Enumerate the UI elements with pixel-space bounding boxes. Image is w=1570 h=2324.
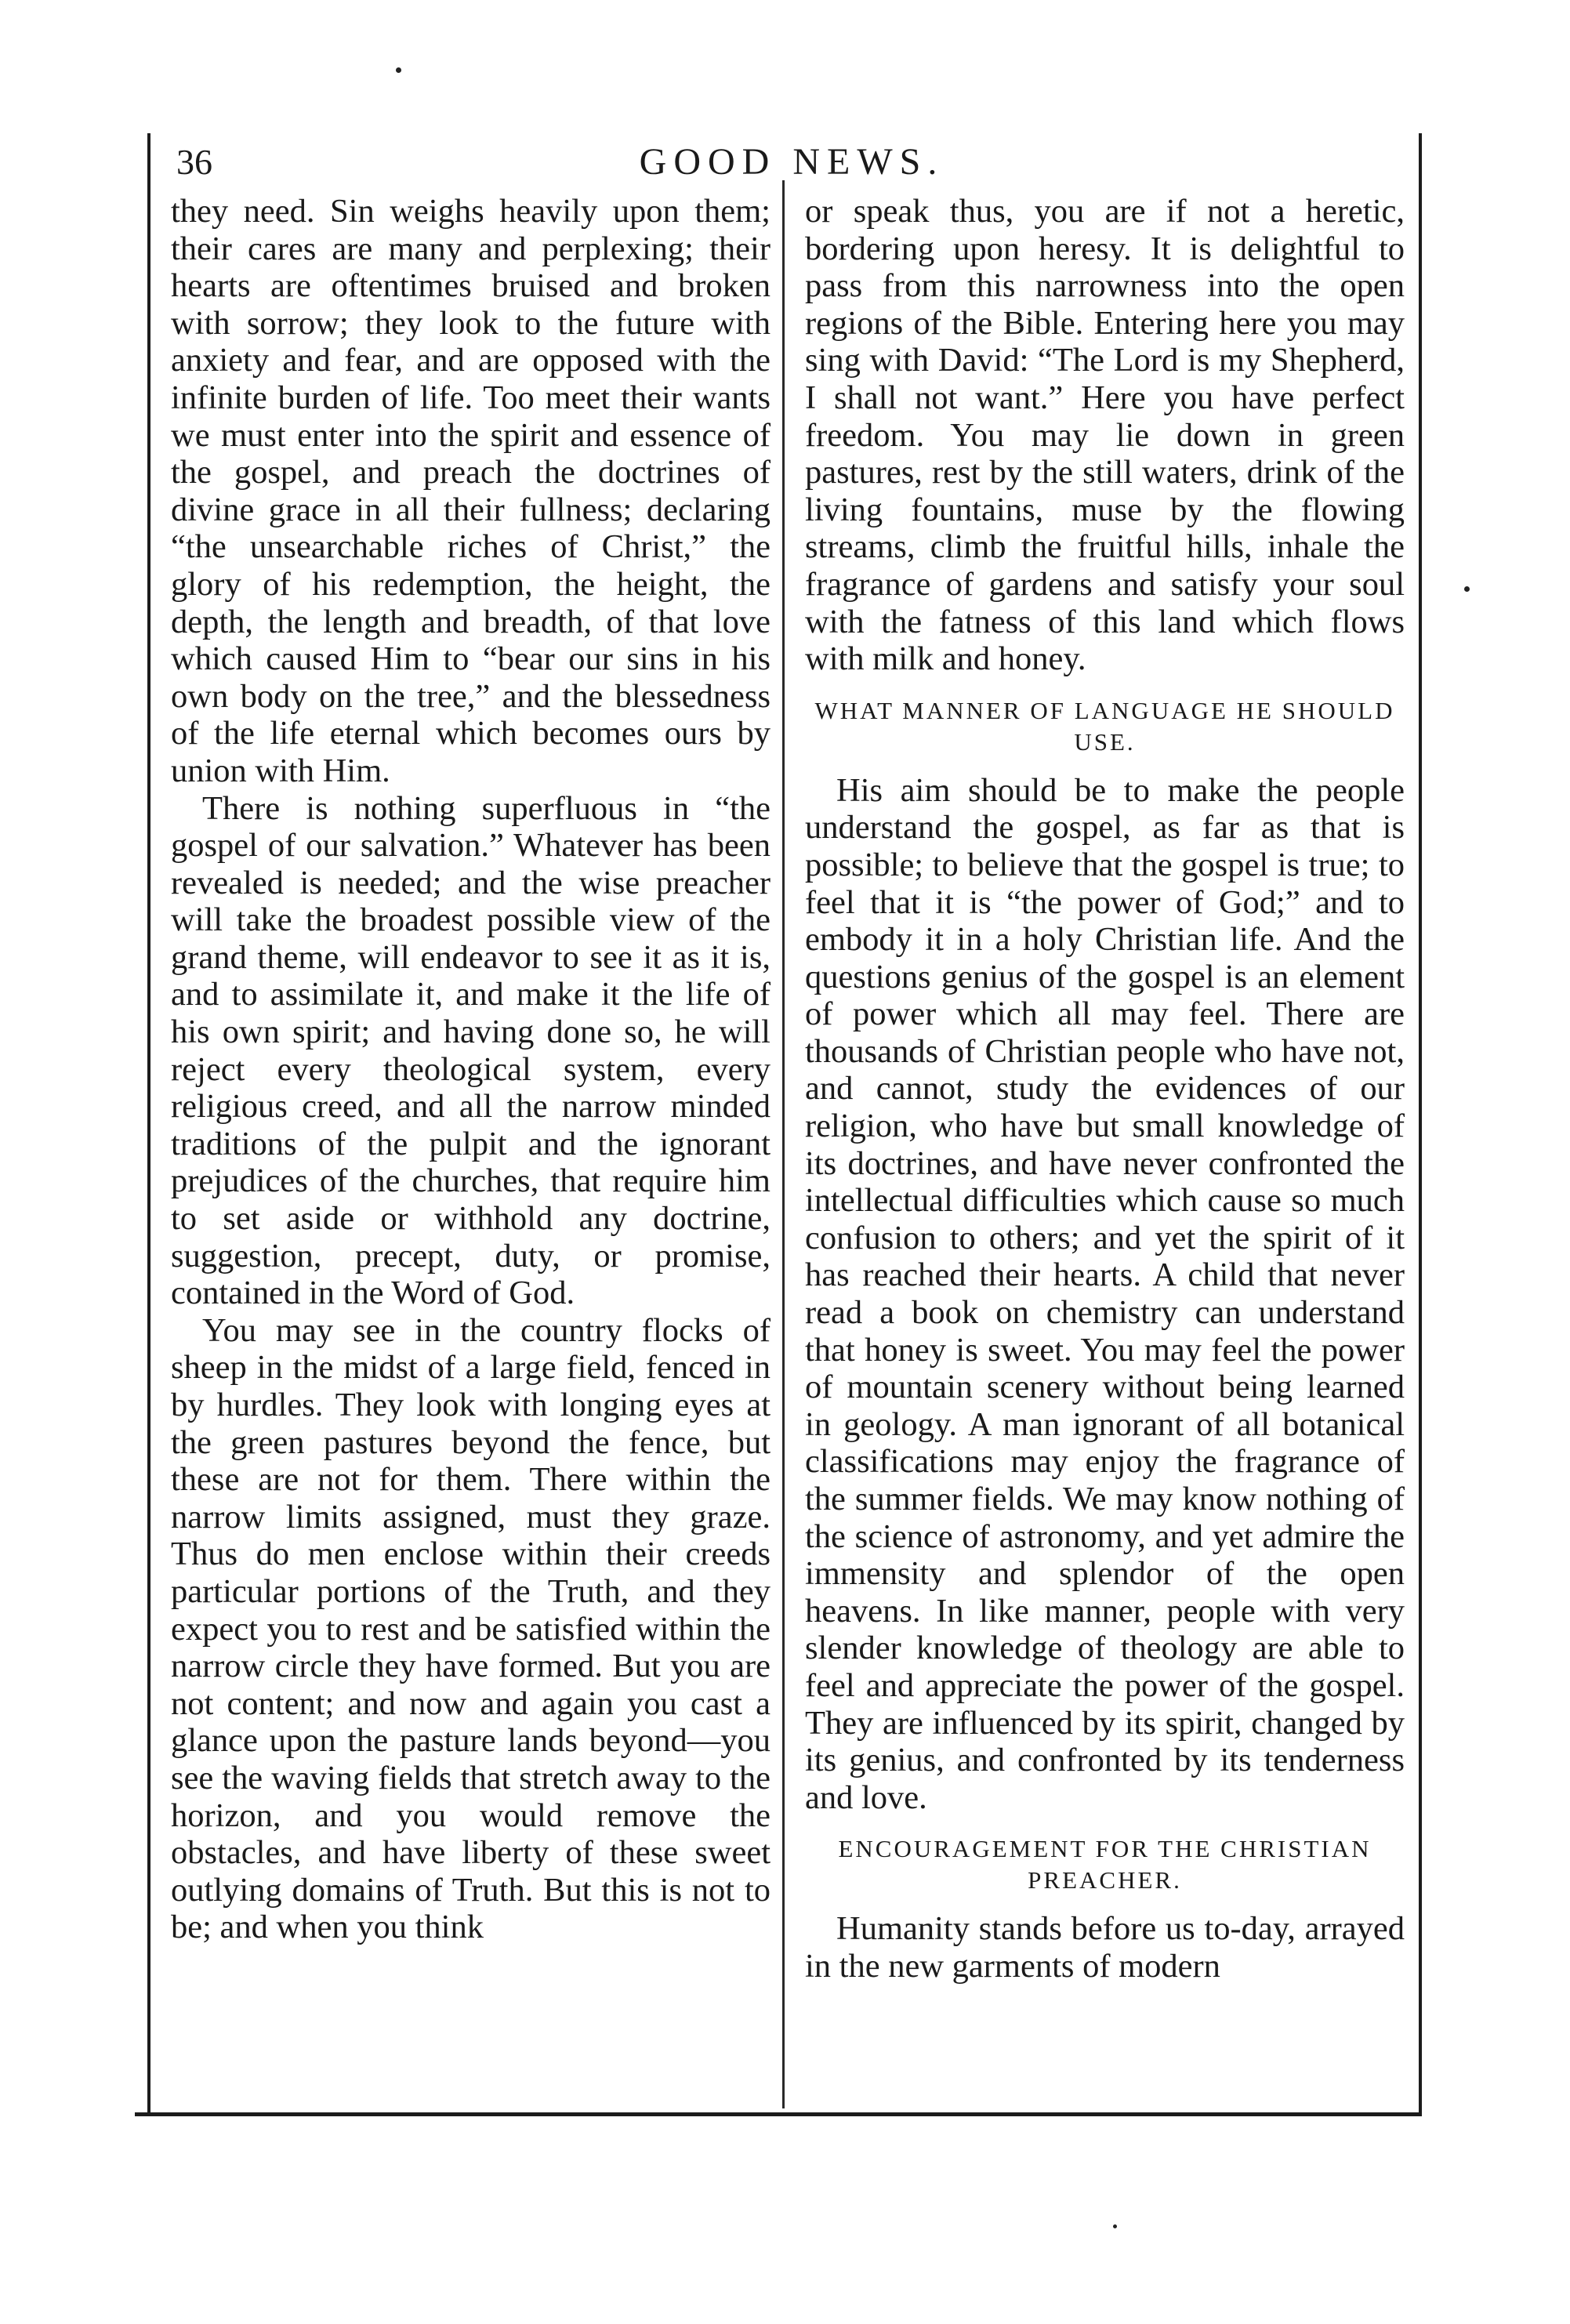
running-title: GOOD NEWS. <box>639 141 945 183</box>
speck-mark <box>1113 2224 1117 2228</box>
right-column <box>805 193 1405 1985</box>
speck-mark <box>1464 586 1470 592</box>
paragraph: they need. Sin weighs heavily upon them; their cares are many and perplexing; their hearts are oftentimes bruised and broken with sorrow; they look to the future with anxiety and fear, and are opposed with the infinite burden of life. Too meet their wants we must enter into the spirit and essence of the gospel, and preach the doctrines of divine grace in all their fullness; declaring “the unsearchable riches of Christ,” the glory of his redemption, the height, the depth, the length and breadth, of that love which caused Him to “bear our sins in his own body on the tree,” and the blessedness of the life eternal which becomes ours by union with Him. <box>171 193 770 789</box>
section-heading: WHAT MANNER OF LANGUAGE HE SHOULD USE. <box>814 696 1395 756</box>
speck-mark <box>396 67 401 73</box>
paragraph: There is nothing superfluous in “the gospel of our salvation.” Whatever has been revealed is needed; and the wise preacher will take the broadest possible view of the grand theme, will endeavor to see it as it is, and to assimilate it, and make it the life of his own spirit; and having done so, he will reject every theological system, every religious creed, and all the narrow minded traditions of the pulpit and the ignorant prejudices of the churches, that require him to set aside or withhold any doctrine, suggestion, precept, duty, or promise, contained in the Word of God. <box>171 789 770 1312</box>
paragraph: You may see in the country flocks of sheep in the midst of a large field, fenced in by hurdles. They look with longing eyes at the green pastures beyond the fence, but these are not for them. There within the narrow limits assigned, must they graze. Thus do men enclose within their creeds particular portions of the Truth, and they expect you to rest and be satisfied within the narrow circle they have formed. But you are not content; and now and again you cast a glance upon the pasture lands beyond—you see the waving fields that stretch away to the horizon, and you would remove the obstacles, and have liberty of these sweet outlying domains of Truth. But this is not to be; and when you think <box>171 1311 770 1946</box>
left-column <box>171 193 770 1946</box>
page-number: 36 <box>176 142 212 182</box>
paragraph: His aim should be to make the people understand the gospel, as far as that is possible; to believe that the gospel is true; to feel that it is “the power of God;” and to embody it in a holy Christian life. And the questions genius of the gospel is an element of power which all may feel. There are thousands of Christian people who have not, and cannot, study the evidences of our religion, who have but small knowledge of its doctrines, and have never confronted the intellectual difficulties which cause so much confusion to others; and yet the spirit of it has reached their hearts. A child that never read a book on chemistry can understand that honey is sweet. You may feel the power of mountain scenery without being learned in geology. A man ignorant of all botanical classifications may enjoy the fragrance of the summer fields. We may know nothing of the science of astronomy, and yet admire the immensity and splendor of the open heavens. In like manner, people with very slender knowledge of theology are able to feel and appreciate the power of the gospel. They are influenced by its spirit, changed by its genius, and confronted by its tenderness and love. <box>805 771 1405 1816</box>
left-border-rule <box>147 133 150 2116</box>
column-divider-rule <box>782 180 785 2108</box>
right-border-rule <box>1419 133 1422 2116</box>
section-heading: ENCOURAGEMENT FOR THE CHRISTIAN PREACHER. <box>838 1835 1372 1894</box>
paragraph: or speak thus, you are if not a heretic, bordering upon heresy. It is delightful to pass from this narrowness into the open regions of the Bible. Entering here you may sing with David: “The Lord is my Shepherd, I shall not want.” Here you have perfect freedom. You may lie down in green pastures, rest by the still waters, drink of the living fountains, muse by the flowing streams, climb the fruitful hills, inhale the fragrance of gardens and satisfy your soul with the fatness of this land which flows with milk and honey. <box>805 193 1405 678</box>
page-header <box>169 135 1415 190</box>
bottom-border-rule <box>135 2112 1420 2116</box>
paragraph: Humanity stands before us to-day, arrayed in the new garments of modern <box>805 1910 1405 1985</box>
